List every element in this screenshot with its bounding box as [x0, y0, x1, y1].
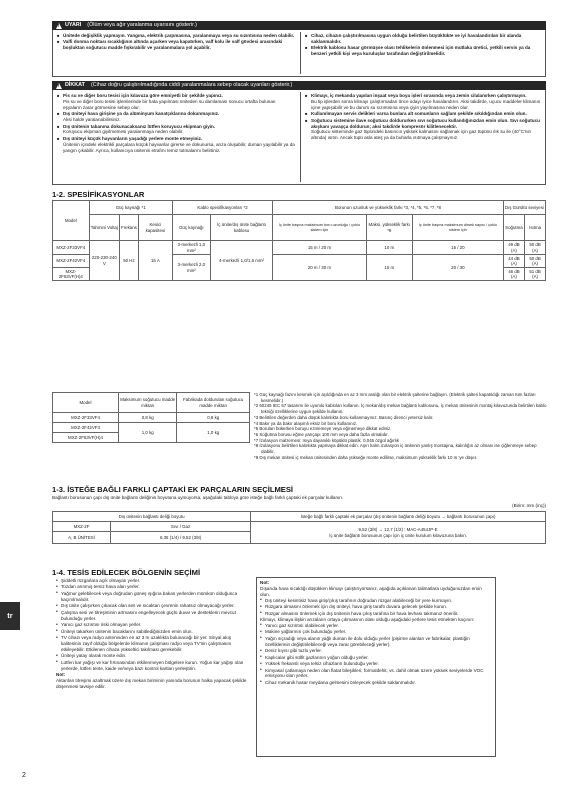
note-item: *7 İzolasyon malzemesi: Isıya dayanıklı köpüklü plastik. 0,045 özgül ağırlık: [254, 437, 399, 443]
location-right-item: • Dış üniteyi kesintisiz hava giriş/çıkış tarafının doğrudan rüzgar alabileceği bir yere kurmayın.: [260, 598, 492, 604]
warning-subtitle: (Ölüm veya ağır yaralanma uyarısını gösterir.): [87, 22, 197, 28]
spec-model: MXZ-2F33VF4: [53, 241, 90, 255]
spec-th-model: Model: [53, 201, 90, 241]
charge-max: 0,8 kg: [119, 413, 177, 423]
caution-item-text: Pis su ve diğer boru tesisi işlemlerinde bir hata yapılması üniteden su damlaması sonucu ortafta bulunan eşyaların zarar görmesine sebep olur.: [63, 98, 276, 110]
charge-factory: 0,8 kg: [177, 413, 250, 423]
spec-bend: 15 / 20: [413, 241, 504, 255]
location-left: [56, 578, 252, 690]
optional-unit-label: A, B ÜNİTESİ: [53, 532, 111, 544]
note-item: *3 Belirtilen değerden daha düşük kalınlıkta boru kullanmayınız. Basınç direnci yetersiz kalır.: [254, 414, 434, 420]
note-item: *5 Boruları bükerken boruyu ezmemeye veya eğmemeye dikkat ediniz.: [254, 426, 392, 432]
caution-item-bold: Dış üniteyi küçük hayvanların yaşadığı yerlere monte etmeyiniz.: [63, 135, 203, 141]
caution-item-text: Bu tip işlerden sonra klimayı çalıştırmadan önce odayı iyice havalandırın. Aksi takdirde, uçucu maddeler klimanın içine yapışabilir ve bu durum su sızıntısına veya çiyin yayılmasına neden olur.: [311, 98, 541, 110]
language-tab: tr: [0, 602, 20, 630]
spec-height: 15 m: [366, 255, 412, 281]
warning-triangle-icon: [56, 23, 62, 29]
charge-model: MXZ-2F33VF4: [53, 413, 119, 423]
location-note-box: [256, 577, 496, 757]
location-item: • Lütfen kar yağışı ve kar fırtınasından etkilenmeyen bölgelere kurun. Yoğun kar yağışı olan yerlerde, lütfen tente, kaide ve/veya bazı kontrol kartları yerleştirin.: [56, 660, 252, 672]
caution-item-text: Soğutucu sisteminde gaz tüpündeki basıncın yüksek kalmasını sağlamak için gaz tüpünü ılık su ile (40°C'nin altında) ısıtın. Ancak tüpü asla ateş ya da buharla ısıtmaya çalışmayınız.: [311, 129, 532, 141]
location-right-item: • Cihaz mekanik hasar meydana gelmesini önleyecek şekilde saklanmalıdır.: [260, 680, 492, 686]
caution-item-bold: Kullanılmayan servis delikleri varsa bunlara alt somunların sağlam şekilde sıkıldığından emin olun.: [311, 111, 527, 117]
note-item: *9 Dış mekan ünitesi iç mekan ünitesinden daha yükseğe monte edilirse, maksimum yükseklik farkı 10 m.'ye düşer.: [254, 454, 478, 460]
optional-th-parts: İsteğe bağlı farklı çaptaki ek parçalar (dış ünitenin bağlantı deliği boyutu → bağlantı borusunun çapı): [251, 512, 546, 522]
optional-model: MXZ-2F: [53, 522, 111, 532]
optional-intro: Bağlantı borusunun çapı dış ünite bağlantı deliğinin boyutuna uymuyorsa, aşağıdaki tabloya göre isteğe bağlı farklı çaptaki ek parçalar kullanın.: [52, 495, 344, 500]
optional-table: [52, 511, 546, 544]
location-item: • Üniteyi takarken ünitenin bacaklarını sabitlediğinizden emin olun.: [56, 629, 252, 635]
location-item: • Dış ünite çalışırken çıkacak olan ses ve sıcaktan çevrenin rahatsız olmayacağı yerler.: [56, 603, 252, 609]
location-note-title: Not:: [56, 672, 66, 678]
note-item: *1 Güç kaynağı fazını kesmek için açıldığında en az 3 mm aralığı olan bir elektrik şalterine bağlayın. (Elektrik şalteri kapatıldığı zaman tüm fazları kesmelidir.): [254, 392, 536, 403]
optional-part: 9,52 (3/8) → 12,7 (1/2) : MAC-A454JP-E: [358, 527, 438, 533]
optional-note: İç ünite bağlantı borusunun çapı için iç ünite kurulum kılavuzuna bakın.: [329, 532, 467, 538]
spec-th-noise: Dış Gürültü seviyesi: [503, 201, 545, 215]
spec-th-pipe: Borunun uzunluk ve yükseklik farkı *3, *4, *5, *6, *7, *8: [273, 201, 503, 215]
warning-item: ■ Ünitede değişiklik yapmayın. Yangına, elektrik çarpmasına, yaralanmaya veya su sızıntısına neden olabilir.: [57, 33, 295, 39]
location-right-intro: Dışarıda hava sıcaklığı düşükken klimayı çalıştırıyorsanız, aşağıda açıklanan talimatlara uyduğunuzdan emin olun.: [260, 585, 482, 597]
caution-item-bold: Pis su ve diğer boru tesisi için kılavuza göre emniyetli bir şekilde yapınız.: [63, 93, 223, 98]
note-item: *4 Bakır ya da bakır alaşımlı eksiz bir boru kullanınız.: [254, 420, 358, 426]
spec-th-power: Güç kaynağı *1: [89, 201, 172, 215]
spec-bend: 20 / 30: [413, 255, 504, 281]
spec-th-freq: Frekans: [120, 215, 139, 241]
optional-liquid-gas: Sıvı / Gaz: [111, 522, 251, 532]
spec-heat: 50 dB (A): [525, 241, 546, 255]
charge-factory: 1,0 kg: [177, 423, 250, 443]
location-right-item: • Kaplıcalar gibi sülfit gazlarının yoğun olduğu yerler.: [260, 655, 492, 661]
location-right-item: • Rüzgara almasını önlemek için dış üniteyi, hava giriş taraftı duvara gelecek şekilde kurun.: [260, 604, 492, 610]
charge-max: 1,0 kg: [119, 423, 177, 443]
caution-item-bold: Klimayı, iç mekanda yapılan inşaat veya boya işleri sırasında veya zemin cilalanırken çalıştırmayın.: [311, 93, 527, 98]
spec-pipe: 20 m / 30 m: [273, 255, 366, 281]
location-right-item: • Yüksek frekanslı veya telsiz cihazların bulunduğu yerler.: [260, 661, 492, 667]
caution-item-text: Ünitenin içindeki elektrikli parçalara küçük hayvanlar girerse ve dokunursa, arıza oluşabilir, duman yayılabilir ya da yangın çıkabilir. Ayrıca, kullanıcıya ünitenin etrafını temiz tutmalarını belirtiniz.: [63, 141, 295, 153]
spec-th-maxh: Maksi. yükseklik farkı *9: [366, 215, 412, 241]
charge-model: MXZ-2F42VF4: [53, 423, 119, 433]
charge-model: MXZ-2F53VF(H)4: [53, 433, 119, 443]
spec-supply: 3-merkezli 2,0 mm²: [172, 255, 210, 281]
optional-th-size: Dış ünitenin bağlantı deliği boyutu: [53, 512, 251, 522]
charge-table: [52, 392, 250, 443]
spec-height: 10 m: [366, 241, 412, 255]
spec-freq: 50 Hz: [120, 241, 139, 281]
location-heading: 1-4. TESİS EDİLECEK BÖLGENİN SEÇİMİ: [52, 568, 201, 577]
location-note: Aktarılan titreşimi azaltmak üzere dış mekan biriminin yanında borunun halka yapacak şekilde döşenmesi tavsiye edilir.: [56, 678, 247, 690]
warning-item: ■ Cihaz, cihazın çalıştırılmasına uygun olduğu belirtilen büyüklükte ve iyi havalandırılan bir alanda saklanmalıdır.: [305, 33, 543, 45]
caution-subtitle: (Cihaz doğru çalıştırılmadığında ciddi yaralanmalara sebep olacak uyarıları gösterir.): [90, 82, 293, 88]
location-item: • Şiddetli rüzgarlara açık olmayan yerler.: [56, 578, 252, 584]
spec-cool: 46 dB (A): [503, 268, 524, 281]
location-item: • Çalışma sesi ve titreşiminin artmasını engelleyecek güçlü duvar ve desteklerin mevcut bulunduğu yerler.: [56, 610, 252, 622]
caution-item-text: Aksi halde yaralanabilirsiniz.: [63, 117, 121, 123]
location-right-item: • Makine yağlarının çok bulunduğu yerler.: [260, 629, 492, 635]
spec-supply: 3-merkezli 1,0 mm²: [172, 241, 210, 255]
charge-th-model: Model: [53, 393, 119, 413]
spec-th-indoor: İç ünite/dış ünite bağlantı kablosu: [210, 215, 272, 241]
location-right-item: • Deniz kıyısı gibi tuzlu yerler.: [260, 648, 492, 654]
spec-model: MXZ-2F53VF(H)4: [53, 268, 90, 281]
caution-item-text: Koruyucu ekipman giyilmemesi yaralanmaya neden olabilir.: [63, 129, 184, 135]
optional-heading: 1-3. İSTEĞE BAĞLI FARKLI ÇAPTAKİ EK PARÇALARIN SEÇİLMESİ: [52, 485, 294, 494]
spec-th-cool: Soğutma: [503, 215, 524, 241]
location-right-item: • Yanıcı gaz sızıntısı olabilecek yerler.: [260, 623, 492, 629]
caution-header: [52, 81, 546, 90]
spec-notes: [254, 392, 548, 461]
spec-cool: 49 dB (A): [503, 241, 524, 255]
page-number: 2: [22, 772, 26, 779]
spec-th-breaker: Kesici kapasitesi: [138, 215, 172, 241]
caution-item-bold: Soğutucu sistemine ilave soğutucu doldururken sıvı soğutucu kullandığınızdan emin olun. Sıvı soğutucu akışkanı yavaşça doldurun; aksi takdirde kompresör kilitlenecektir.: [311, 117, 540, 129]
caution-triangle-icon: [56, 83, 62, 89]
caution-item-bold: Dış ünitenin tabanına dokunacaksanız lütfen koruyucu ekipman giyin.: [63, 123, 216, 129]
caution-title: DİKKAT: [65, 82, 85, 88]
note-item: *8 İzolasyonu belirtilen kalınlıkta yapmaya dikkat edin. Aşırı kalın izolasyon iç ünitenin yanlış montajına, kalınlığın az olması ise çiğlenmeye sebep olabilir.: [254, 443, 537, 455]
spec-cool: 44 dB (A): [503, 255, 524, 268]
spec-table: [52, 200, 546, 281]
location-right-item: • Rüzgar almasını önlemek için dış ünitenin hava çıkış tarafına bir hava levhası takmanız önerilir.: [260, 611, 492, 617]
caution-item-bold: Dış üniteyi hava girişine ya da alüminyum kanatçıklarına dokunmayınız.: [63, 111, 220, 117]
location-item: • Yağmur gelebilecek veya doğrudan güneş ışığına bakan yerlerden mümkün olduğunca kaçınılmalıdır.: [56, 591, 252, 603]
spec-pipe: 15 m / 20 m: [273, 241, 366, 255]
spec-heading: 1-2. SPESİFİKASYONLAR: [52, 190, 145, 199]
warning-box: [52, 30, 546, 77]
optional-unit: (Birim: mm (inç)): [512, 503, 546, 508]
warning-title: UYARI: [65, 22, 82, 28]
warning-item: ■ Elektrik kablosu hasar görmüşse olası tehlikelerin önlenmesi için mutlaka üretici, yetkili servis ya da benzeri yetkili kişi veya kuruluşlar tarafından değiştirilmelidir.: [305, 45, 543, 57]
location-item: • TV cihazı veya radyo anteninden en az 3 m uzaklıkta bulunacağı bir yer. Sinyal akış kalitesinin zayıf olduğu bölgelerde klimanın çalışması radyo veya TV'nin çalışmasını etkileyebilir. Etkilenen cihaza yükseltici takılması gerekebilir.: [56, 635, 252, 653]
location-right-mid: Klimayı, klimaya ilişkin arızaların ortaya çıkmasının olası olduğu aşağıdaki yerlere tesis etmekten kaçının:: [260, 617, 475, 623]
spec-model: MXZ-2F42VF4: [53, 255, 90, 268]
optional-size: 6,35 (1/4) / 9,52 (3/8): [111, 532, 251, 544]
location-item: • Üniteyi yatay olarak monte edin.: [56, 653, 252, 659]
location-right-title: Not:: [260, 580, 270, 585]
note-item: *2 60245 IEC 57 tasarımı ile uyumlu kabloları kullanın. İç mekan/dış mekan bağlantı kablosunu, iç mekan ünitesinin montaj kılavuzunda belirtilen kablo tekniği özelliklerine uygun şekilde kullanın.: [254, 403, 547, 415]
spec-th-maxpipe: İç ünite başına maksimum boru uzunluğu / çoklu sistem için: [273, 215, 366, 241]
spec-th-cable: Kablo spesifikasyonları *2: [172, 201, 272, 215]
spec-th-bend: İç ünite başına maksimum dirsek sayısı / çoklu sistem için: [413, 215, 504, 241]
location-item: • Yanıcı gaz sızıntısı riski olmayan yerler.: [56, 622, 252, 628]
spec-breaker: 15 A: [138, 241, 172, 281]
spec-heat: 50 dB (A): [525, 255, 546, 268]
spec-indoor-cable: 4-merkezli 1,0/1,5 mm²: [210, 241, 272, 281]
spec-th-supply: Güç kaynağı: [172, 215, 210, 241]
location-right-item: • Kimyasal çatlamaya neden olan flatat bileşikleri, formaldehit, vs. dahil olmak üzere yüksek seviyelerde VOC emisyonu olan yerler.: [260, 668, 492, 680]
charge-th-max: Maksimum soğutucu madde miktarı: [119, 393, 177, 413]
spec-heat: 51 dB (A): [525, 268, 546, 281]
charge-th-factory: Fabrikada doldurulan soğutucu madde miktarı: [177, 393, 250, 413]
spec-th-volt: Tahmini Voltaj: [89, 215, 119, 241]
spec-volt: 220-230-240 V: [89, 241, 119, 281]
location-right-item: • Yağın sıçradığı veya alanın yağlı duman ile dolu olduğu yerler (pişirme alanları ve fabrikalar, plastiğin özelliklerinin değiştirilebileceği veya zarar görebileceği yerler).: [260, 636, 492, 648]
warning-item: ■ Valfi donma noktası sıcaklığının altında açarken veya kapatırken, valf kolu ile valf gövdesi arasındaki boşluktan soğutucu madde fışkırabilir ve yaralanmalara yol açabilir.: [57, 39, 295, 51]
note-item: *6 Soğutma borusu eğme yarıçapı 100 mm veya daha fazla olmalıdır.: [254, 432, 389, 438]
warning-header: [52, 21, 546, 30]
location-item: • Tozdan arınmış temiz hava alan yerler.: [56, 584, 252, 590]
spec-th-heat: Isıtma: [525, 215, 546, 241]
caution-box: [52, 90, 546, 185]
